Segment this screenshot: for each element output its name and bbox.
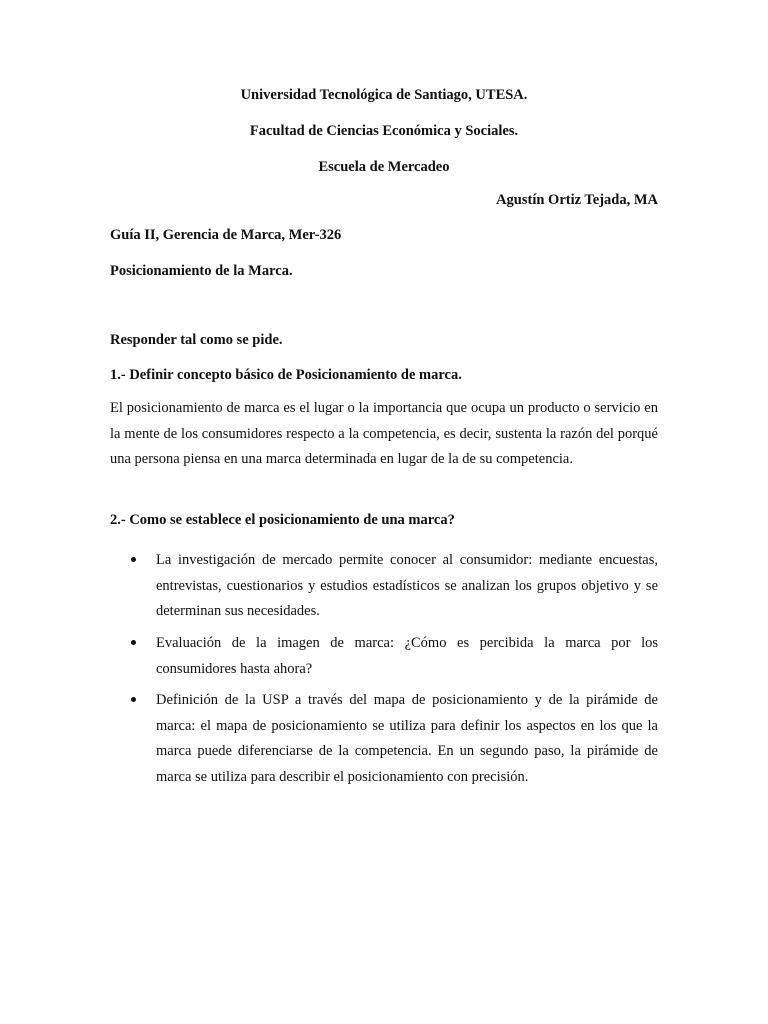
school-title: Escuela de Mercadeo <box>318 159 450 175</box>
question-1-heading: 1.- Definir concepto básico de Posicionamiento de marca. <box>110 367 462 383</box>
bullet-icon <box>131 697 136 702</box>
instructions: Responder tal como se pide. <box>110 332 283 348</box>
list-item-text: La investigación de mercado permite conocer al consumidor: mediante encuestas, entrevistas, cuestionarios y estudios estadísticos se analizan los grupos objetivo y se determinan sus necesidades. <box>156 552 658 619</box>
university-title: Universidad Tecnológica de Santiago, UTESA. <box>240 87 528 103</box>
list-item-text: Definición de la USP a través del mapa de posicionamiento y de la pirámide de marca: el mapa de posicionamiento se utiliza para definir los aspectos en los que la marca puede diferenciarse de la competencia. En un segundo paso, la pirámide de marca se utiliza para describir el posicionamiento con precisión. <box>156 692 658 785</box>
bullet-icon <box>131 557 136 562</box>
guide-subtitle: Posicionamiento de la Marca. <box>110 263 293 279</box>
faculty-title: Facultad de Ciencias Económica y Sociales. <box>249 123 519 139</box>
question-1-answer: El posicionamiento de marca es el lugar o la importancia que ocupa un producto o servicio en la mente de los consumidores respecto a la competencia, es decir, sustenta la razón del porqué una persona piensa en una marca determinada en lugar de la de su competencia. <box>110 400 658 467</box>
author-name: Agustín Ortiz Tejada, MA <box>496 192 658 208</box>
list-item-text: Evaluación de la imagen de marca: ¿Cómo es percibida la marca por los consumidores hasta ahora? <box>156 635 658 677</box>
bullet-icon <box>131 640 136 645</box>
question-2-heading: 2.- Como se establece el posicionamiento de una marca? <box>110 512 455 528</box>
guide-title: Guía II, Gerencia de Marca, Mer-326 <box>110 227 342 243</box>
